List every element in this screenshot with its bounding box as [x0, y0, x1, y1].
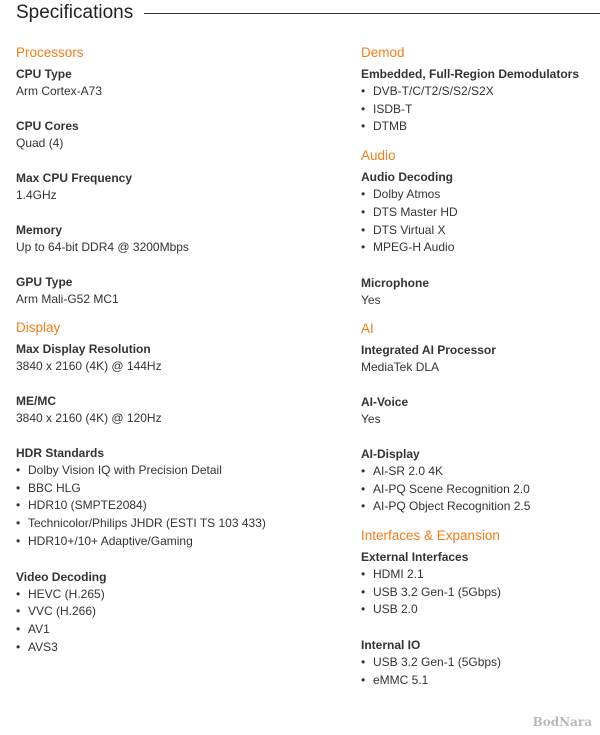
spec-list — [361, 654, 596, 689]
spec-label: Audio Decoding — [361, 170, 453, 185]
spec-label: Max Display Resolution — [16, 342, 151, 356]
list-item: • USB 3.2 Gen-1 (5Gbps) — [361, 654, 596, 672]
spec-value: Up to 64-bit DDR4 @ 3200Mbps — [16, 240, 189, 254]
list-item: • MPEG-H Audio — [361, 239, 596, 257]
list-item: • USB 3.2 Gen-1 (5Gbps) — [361, 584, 596, 602]
spec-max-cpu-frequency — [16, 170, 336, 204]
section-heading: AI — [361, 320, 374, 336]
list-item: • AV1 — [16, 621, 336, 639]
list-item: • AVS3 — [16, 639, 336, 657]
spec-external-interfaces — [361, 549, 596, 619]
spec-list — [16, 462, 336, 551]
spec-integrated-ai-processor — [361, 342, 596, 376]
spec-label: AI-Display — [361, 446, 420, 461]
list-item: • BBC HLG — [16, 480, 336, 498]
list-item: • AI-SR 2.0 4K — [361, 463, 596, 481]
spec-hdr-standards — [16, 445, 336, 551]
watermark-logo: BodNara — [532, 715, 592, 729]
spec-list — [361, 566, 596, 619]
list-item: • ISDB-T — [361, 101, 596, 119]
spec-video-decoding — [16, 569, 336, 657]
list-item: • AI-PQ Object Recognition 2.5 — [361, 498, 596, 516]
section-display — [16, 319, 336, 656]
section-ai — [361, 320, 596, 516]
spec-label: ME/MC — [16, 394, 56, 408]
spec-cpu-cores — [16, 118, 336, 152]
spec-label: AI-Voice — [361, 394, 409, 409]
left-column — [16, 44, 336, 667]
list-item: • Dolby Vision IQ with Precision Detail — [16, 462, 336, 480]
right-column — [361, 44, 596, 701]
spec-value: Yes — [361, 411, 381, 426]
spec-memory — [16, 222, 336, 256]
list-item: • USB 2.0 — [361, 601, 596, 619]
spec-me-mc — [16, 393, 336, 427]
spec-label: Microphone — [361, 275, 429, 290]
list-item: • Dolby Atmos — [361, 186, 596, 204]
spec-label: Internal IO — [361, 638, 421, 653]
section-processors — [16, 44, 336, 308]
spec-label: GPU Type — [16, 275, 73, 289]
spec-label: External Interfaces — [361, 550, 469, 565]
section-heading: Interfaces & Expansion — [361, 528, 500, 544]
page-header — [16, 0, 600, 28]
spec-label: Video Decoding — [16, 569, 107, 584]
spec-value: 3840 x 2160 (4K) @ 144Hz — [16, 359, 162, 373]
spec-max-display-resolution — [16, 341, 336, 375]
list-item: • HDR10+/10+ Adaptive/Gaming — [16, 533, 336, 551]
spec-cpu-type — [16, 66, 336, 100]
list-item: • DTS Virtual X — [361, 222, 596, 240]
page-title: Specifications — [16, 2, 134, 23]
section-demod — [361, 44, 596, 136]
list-item: • DVB-T/C/T2/S/S2/S2X — [361, 83, 596, 101]
spec-value: Arm Cortex-A73 — [16, 84, 103, 98]
spec-embedded-full-region-demodulators — [361, 66, 596, 136]
spec-audio-decoding — [361, 169, 596, 257]
spec-label: HDR Standards — [16, 446, 105, 460]
spec-list — [361, 186, 596, 257]
spec-ai-voice — [361, 394, 596, 428]
spec-list — [361, 83, 596, 136]
list-item: • HDMI 2.1 — [361, 566, 596, 584]
section-heading: Processors — [16, 45, 84, 60]
header-divider — [144, 13, 600, 14]
spec-value: 1.4GHz — [16, 188, 57, 202]
section-heading: Audio — [361, 148, 396, 164]
spec-internal-io — [361, 637, 596, 689]
list-item: • eMMC 5.1 — [361, 672, 596, 690]
spec-label: Integrated AI Processor — [361, 342, 496, 357]
list-item: • Technicolor/Philips JHDR (ESTI TS 103 433) — [16, 515, 336, 533]
list-item: • AI-PQ Scene Recognition 2.0 — [361, 481, 596, 499]
spec-value: MediaTek DLA — [361, 359, 440, 374]
list-item: • VVC (H.266) — [16, 603, 336, 621]
spec-label: Max CPU Frequency — [16, 171, 133, 185]
list-item: • HDR10 (SMPTE2084) — [16, 497, 336, 515]
spec-microphone — [361, 275, 596, 309]
spec-label: CPU Type — [16, 67, 72, 81]
section-audio — [361, 147, 596, 309]
spec-label: Memory — [16, 223, 63, 237]
spec-label: Embedded, Full-Region Demodulators — [361, 67, 580, 81]
section-heading: Demod — [361, 45, 405, 60]
section-heading: Display — [16, 320, 61, 335]
section-interfaces-expansion — [361, 527, 596, 690]
spec-gpu-type — [16, 274, 336, 308]
list-item: • DTMB — [361, 118, 596, 136]
spec-value: 3840 x 2160 (4K) @ 120Hz — [16, 411, 162, 425]
list-item: • HEVC (H.265) — [16, 586, 336, 604]
spec-value: Arm Mali-G52 MC1 — [16, 292, 119, 306]
spec-value: Yes — [361, 292, 381, 307]
list-item: • DTS Master HD — [361, 204, 596, 222]
spec-list — [16, 586, 336, 657]
spec-label: CPU Cores — [16, 119, 79, 133]
spec-ai-display — [361, 446, 596, 516]
spec-list — [361, 463, 596, 516]
spec-value: Quad (4) — [16, 136, 64, 150]
